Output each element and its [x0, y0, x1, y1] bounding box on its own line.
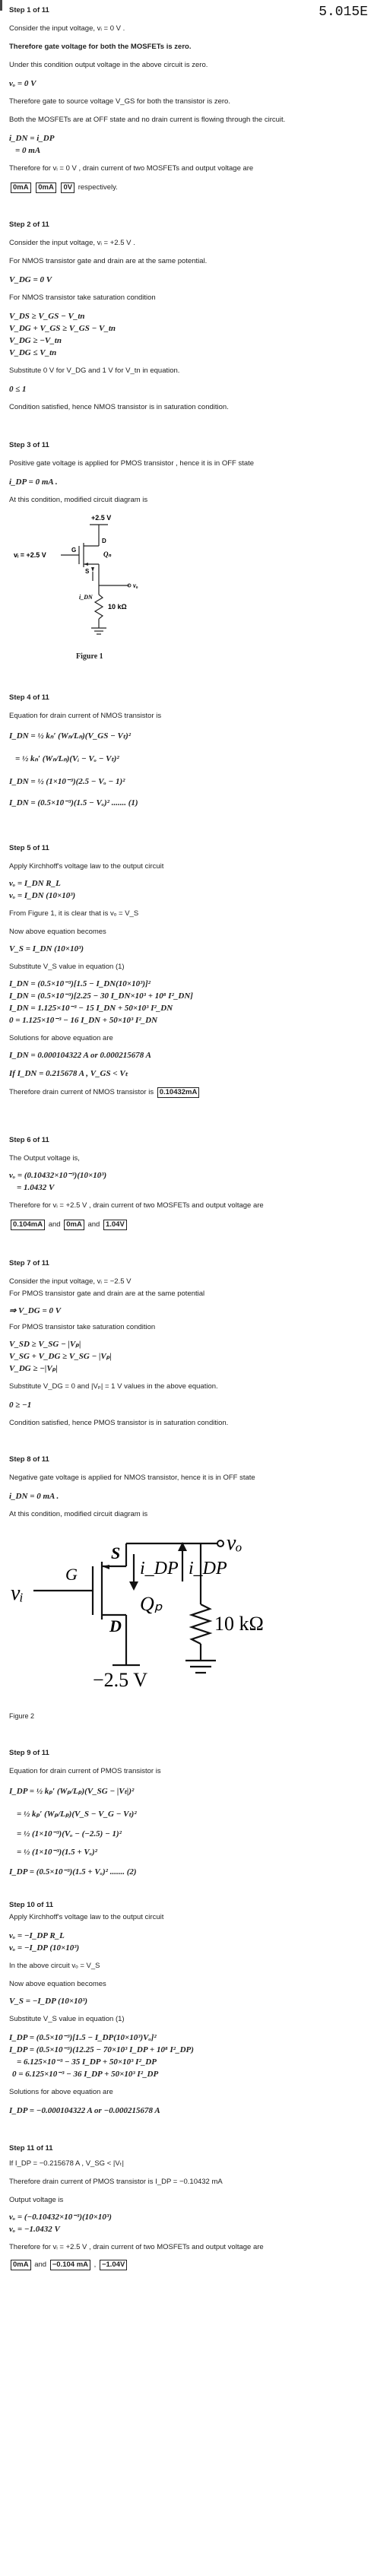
- answer-box: 0V: [61, 182, 74, 193]
- figure1-circuit: [0, 509, 182, 646]
- fig2-source-label: S: [111, 1543, 121, 1562]
- step6-equation: = 1.0432 V: [17, 1183, 55, 1192]
- step5-conclusion-text: Therefore drain current of NMOS transistor is: [9, 1088, 154, 1096]
- step5-equation: I_DN = 0.000104322 A or 0.000215678 A: [9, 1051, 151, 1060]
- step7-text: Consider the input voltage, vᵢ = −2.5 V: [9, 1277, 132, 1286]
- step2-text: For NMOS transistor gate and drain are at the same potential.: [9, 257, 208, 265]
- fig2-vss-label: −2.5 V: [93, 1669, 147, 1691]
- step11-answer: [9, 2260, 128, 2270]
- step11-text: Therefore for vᵢ = +2.5 V , drain current of two MOSFETs and output voltage are: [9, 2243, 264, 2251]
- step5-text: Solutions for above equation are: [9, 1034, 113, 1042]
- figure2-caption: Figure 2: [9, 1712, 35, 1720]
- step5-text: Substitute V_S value in equation (1): [9, 963, 125, 971]
- step10-equation: vₒ = −I_DP R_L: [9, 1931, 65, 1940]
- step7-title: Step 7 of 11: [9, 1259, 49, 1267]
- fig2-idp-label: i_DP: [140, 1559, 179, 1578]
- fig2-drain-label: D: [109, 1616, 122, 1635]
- step1-text: Therefore gate voltage for both the MOSFETs is zero.: [9, 43, 192, 51]
- step10-text: Now above equation becomes: [9, 1980, 106, 1988]
- fig2-idp-label: i_DP: [189, 1559, 227, 1578]
- step7-text: Substitute V_DG = 0 and |Vₚ| = 1 V values in the above equation.: [9, 1382, 218, 1391]
- step2-title: Step 2 of 11: [9, 220, 49, 229]
- step2-text: Condition satisfied, hence NMOS transistor is in saturation condition.: [9, 403, 229, 411]
- step6-text: Therefore for vᵢ = +2.5 V , drain current of two MOSFETs and output voltage are: [9, 1201, 264, 1210]
- step1-text: Therefore gate to source voltage V_GS for both the transistor is zero.: [9, 97, 230, 106]
- step10-equation: I_DP = (0.5×10⁻³)[1.5 − I_DP(10×10³)Vₒ]²: [9, 2033, 157, 2042]
- fig2-gate-label: G: [65, 1565, 78, 1584]
- step1-answer: [9, 182, 118, 193]
- fig1-qn-label: Qₙ: [103, 550, 112, 558]
- step9-equation: = ½ (1×10⁻³)(1.5 + Vₒ)²: [17, 1848, 97, 1857]
- answer-box: −1.04V: [100, 2260, 127, 2270]
- step1-text: Under this condition output voltage in the above circuit is zero.: [9, 61, 208, 69]
- step5-text: Apply Kirchhoff's voltage law to the output circuit: [9, 862, 164, 871]
- step2-text: Substitute 0 V for V_DG and 1 V for V_tn in equation.: [9, 366, 180, 375]
- step10-text: Substitute V_S value in equation (1): [9, 2015, 125, 2023]
- answer-box: −0.104 mA: [50, 2260, 90, 2270]
- step1-conclusion: [9, 164, 253, 173]
- step4-equation: = ½ kₙ′ (Wₙ/Lₙ)(Vᵢ − Vₒ − Vₜ)²: [15, 754, 119, 763]
- fig1-drain-label: D: [102, 538, 106, 544]
- step4-equation: I_DN = ½ (1×10⁻³)(2.5 − Vₒ − 1)²: [9, 777, 125, 786]
- step5-equation: vₒ = I_DN R_L: [9, 879, 61, 888]
- answer-comma: ,: [94, 2260, 97, 2269]
- step5-equation: vₒ = I_DN (10×10³): [9, 891, 76, 900]
- answer-and: and: [48, 1220, 61, 1229]
- step8-text: At this condition, modified circuit diagram is: [9, 1510, 148, 1518]
- step7-text: Condition satisfied, hence PMOS transistor is in saturation condition.: [9, 1419, 229, 1427]
- step4-equation: I_DN = (0.5×10⁻³)(1.5 − Vₒ)² ....... (1): [9, 798, 138, 807]
- step9-equation: I_DP = (0.5×10⁻³)(1.5 + Vₒ)² ....... (2): [9, 1867, 137, 1876]
- answer-box: 0.104mA: [11, 1220, 45, 1230]
- step11-text: Therefore drain current of PMOS transistor is I_DP = −0.10432 mA: [9, 2178, 223, 2186]
- fig1-idn-label: i_DN: [79, 594, 93, 601]
- step5-equation: I_DN = (0.5×10⁻³)[2.25 − 30 I_DN×10³ + 10⁸ I²_DN]: [9, 991, 193, 1001]
- step1-title: Step 1 of 11: [9, 6, 49, 14]
- answer-box: 0mA: [11, 182, 31, 193]
- step2-equation: 0 ≤ 1: [9, 385, 27, 394]
- step1-text: Consider the input voltage, vᵢ = 0 V .: [9, 24, 125, 33]
- figure2-circuit: [0, 1521, 357, 1691]
- fig1-resistor-label: 10 kΩ: [108, 603, 127, 611]
- answer-box: 0mA: [11, 2260, 31, 2270]
- step10-text: Solutions for above equation are: [9, 2088, 113, 2096]
- fig2-qp-label: Qₚ: [140, 1593, 163, 1615]
- step5-equation: V_S = I_DN (10×10³): [9, 944, 84, 953]
- step2-equation: V_DG ≤ V_tn: [9, 348, 57, 357]
- step4-equation: I_DN = ½ kₙ′ (Wₙ/Lₙ)(V_GS − Vₜ)²: [9, 731, 132, 741]
- step5-conclusion: [9, 1087, 201, 1098]
- answer-box: 0mA: [36, 182, 56, 193]
- step2-equation: V_DG + V_GS ≥ V_GS − V_tn: [9, 324, 116, 333]
- fig1-vo-label: vₒ: [133, 582, 138, 589]
- step1-equation: vₒ = 0 V: [9, 79, 36, 88]
- step2-equation: V_DG = 0 V: [9, 275, 52, 284]
- step9-equation: = ½ (1×10⁻³)(Vₒ − (−2.5) − 1)²: [17, 1829, 122, 1838]
- step10-equation: V_S = −I_DP (10×10³): [9, 1997, 88, 2006]
- step6-text: The Output voltage is,: [9, 1154, 80, 1163]
- step2-equation: V_DS ≥ V_GS − V_tn: [9, 312, 85, 321]
- step10-equation: I_DP = −0.000104322 A or −0.000215678 A: [9, 2106, 160, 2115]
- step10-equation: = 6.125×10⁻³ − 35 I_DP + 50×10³ I²_DP: [17, 2057, 157, 2067]
- corner-mark: [0, 0, 2, 11]
- answer-suffix: respectively.: [78, 183, 118, 192]
- step6-answer: [9, 1220, 128, 1230]
- step5-equation: I_DN = (0.5×10⁻³)[1.5 − I_DN(10×10³)]²: [9, 979, 151, 988]
- step10-equation: I_DP = (0.5×10⁻³)(12.25 − 70×10³ I_DP + 10⁸ I²_DP): [9, 2045, 194, 2054]
- step3-text: At this condition, modified circuit diagram is: [9, 496, 148, 504]
- step1-conclusion-text: Therefore for vᵢ = 0 V , drain current of two MOSFETs and output voltage are: [9, 164, 254, 173]
- step8-title: Step 8 of 11: [9, 1455, 49, 1464]
- step10-equation: 0 = 6.125×10⁻³ − 36 I_DP + 50×10³ I²_DP: [12, 2070, 159, 2079]
- step7-text: For PMOS transistor take saturation condition: [9, 1323, 156, 1331]
- step9-title: Step 9 of 11: [9, 1749, 49, 1757]
- step6-equation: vₒ = (0.10432×10⁻³)(10×10³): [9, 1171, 107, 1180]
- step9-text: Equation for drain current of PMOS transistor is: [9, 1767, 161, 1775]
- step8-text: Negative gate voltage is applied for NMOS transistor, hence it is in OFF state: [9, 1474, 255, 1482]
- fig2-resistor-label: 10 kΩ: [214, 1613, 264, 1635]
- fig2-vi-label: vᵢ: [11, 1581, 24, 1605]
- fig1-gate-label: G: [71, 547, 77, 554]
- step5-equation: If I_DN = 0.215678 A , V_GS < Vₜ: [9, 1069, 128, 1078]
- step10-text: Apply Kirchhoff's voltage law to the output circuit: [9, 1913, 164, 1921]
- answer-box: 1.04V: [103, 1220, 127, 1230]
- fig2-vo-label: vₒ: [227, 1531, 242, 1555]
- step7-equation: V_SD ≥ V_SG − |Vₚ|: [9, 1340, 81, 1349]
- step6-title: Step 6 of 11: [9, 1136, 49, 1144]
- step1-equation: = 0 mA: [15, 146, 41, 155]
- step9-equation: I_DP = ½ kₚ′ (Wₚ/Lₚ)(V_SG − |Vₜ|)²: [9, 1787, 135, 1796]
- step5-text: Now above equation becomes: [9, 928, 106, 936]
- step7-equation: ⇒ V_DG = 0 V: [9, 1306, 62, 1315]
- step2-text: Consider the input voltage, vᵢ = +2.5 V .: [9, 239, 135, 247]
- fig1-vi-label: vᵢ = +2.5 V: [14, 551, 46, 559]
- step1-text: Both the MOSFETs are at OFF state and no drain current is flowing through the circuit.: [9, 116, 286, 124]
- step7-text: For PMOS transistor gate and drain are at the same potential: [9, 1290, 205, 1298]
- step9-equation: = ½ kₚ′ (Wₚ/Lₚ)(V_S − V_G − Vₜ)²: [17, 1810, 137, 1819]
- fig1-vdd-label: +2.5 V: [91, 514, 112, 522]
- step5-equation: I_DN = 1.125×10⁻³ − 15 I_DN + 50×10³ I²_DN: [9, 1004, 173, 1013]
- step11-text: If I_DP = −0.215678 A , V_SG < |Vₜ|: [9, 2159, 124, 2168]
- step7-equation: V_SG + V_DG ≥ V_SG − |Vₚ|: [9, 1352, 112, 1361]
- step5-equation: 0 = 1.125×10⁻³ − 16 I_DN + 50×10³ I²_DN: [9, 1016, 158, 1025]
- step5-title: Step 5 of 11: [9, 844, 49, 852]
- answer-and: and: [34, 2260, 47, 2269]
- step5-text: From Figure 1, it is clear that is vₒ = V_S: [9, 909, 139, 918]
- step11-title: Step 11 of 11: [9, 2144, 53, 2152]
- page-number: 5.015E: [319, 5, 368, 20]
- answer-box: 0.10432mA: [157, 1087, 200, 1098]
- step11-equation: vₒ = (−0.10432×10⁻³)(10×10³): [9, 2213, 112, 2222]
- fig1-source-label: S: [85, 568, 90, 575]
- step4-text: Equation for drain current of NMOS transistor is: [9, 712, 162, 720]
- step1-equation: i_DN = i_DP: [9, 134, 55, 143]
- step11-text: Output voltage is: [9, 2196, 64, 2204]
- step8-equation: i_DN = 0 mA .: [9, 1492, 59, 1501]
- step7-equation: V_DG ≥ −|Vₚ|: [9, 1364, 58, 1373]
- step2-text: For NMOS transistor take saturation condition: [9, 293, 156, 302]
- step3-title: Step 3 of 11: [9, 441, 49, 449]
- step3-equation: i_DP = 0 mA .: [9, 477, 58, 487]
- step3-text: Positive gate voltage is applied for PMOS transistor , hence it is in OFF state: [9, 459, 255, 468]
- step10-title: Step 10 of 11: [9, 1901, 54, 1909]
- step11-equation: vₒ = −1.0432 V: [9, 2225, 60, 2234]
- step10-equation: vₒ = −I_DP (10×10³): [9, 1943, 80, 1953]
- answer-and: and: [87, 1220, 100, 1229]
- answer-box: 0mA: [64, 1220, 84, 1230]
- figure1-caption: Figure 1: [76, 652, 103, 661]
- step4-title: Step 4 of 11: [9, 693, 49, 702]
- step10-text: In the above circuit vₒ = V_S: [9, 1962, 100, 1970]
- step2-equation: V_DG ≥ −V_tn: [9, 336, 62, 345]
- step7-equation: 0 ≥ −1: [9, 1401, 32, 1410]
